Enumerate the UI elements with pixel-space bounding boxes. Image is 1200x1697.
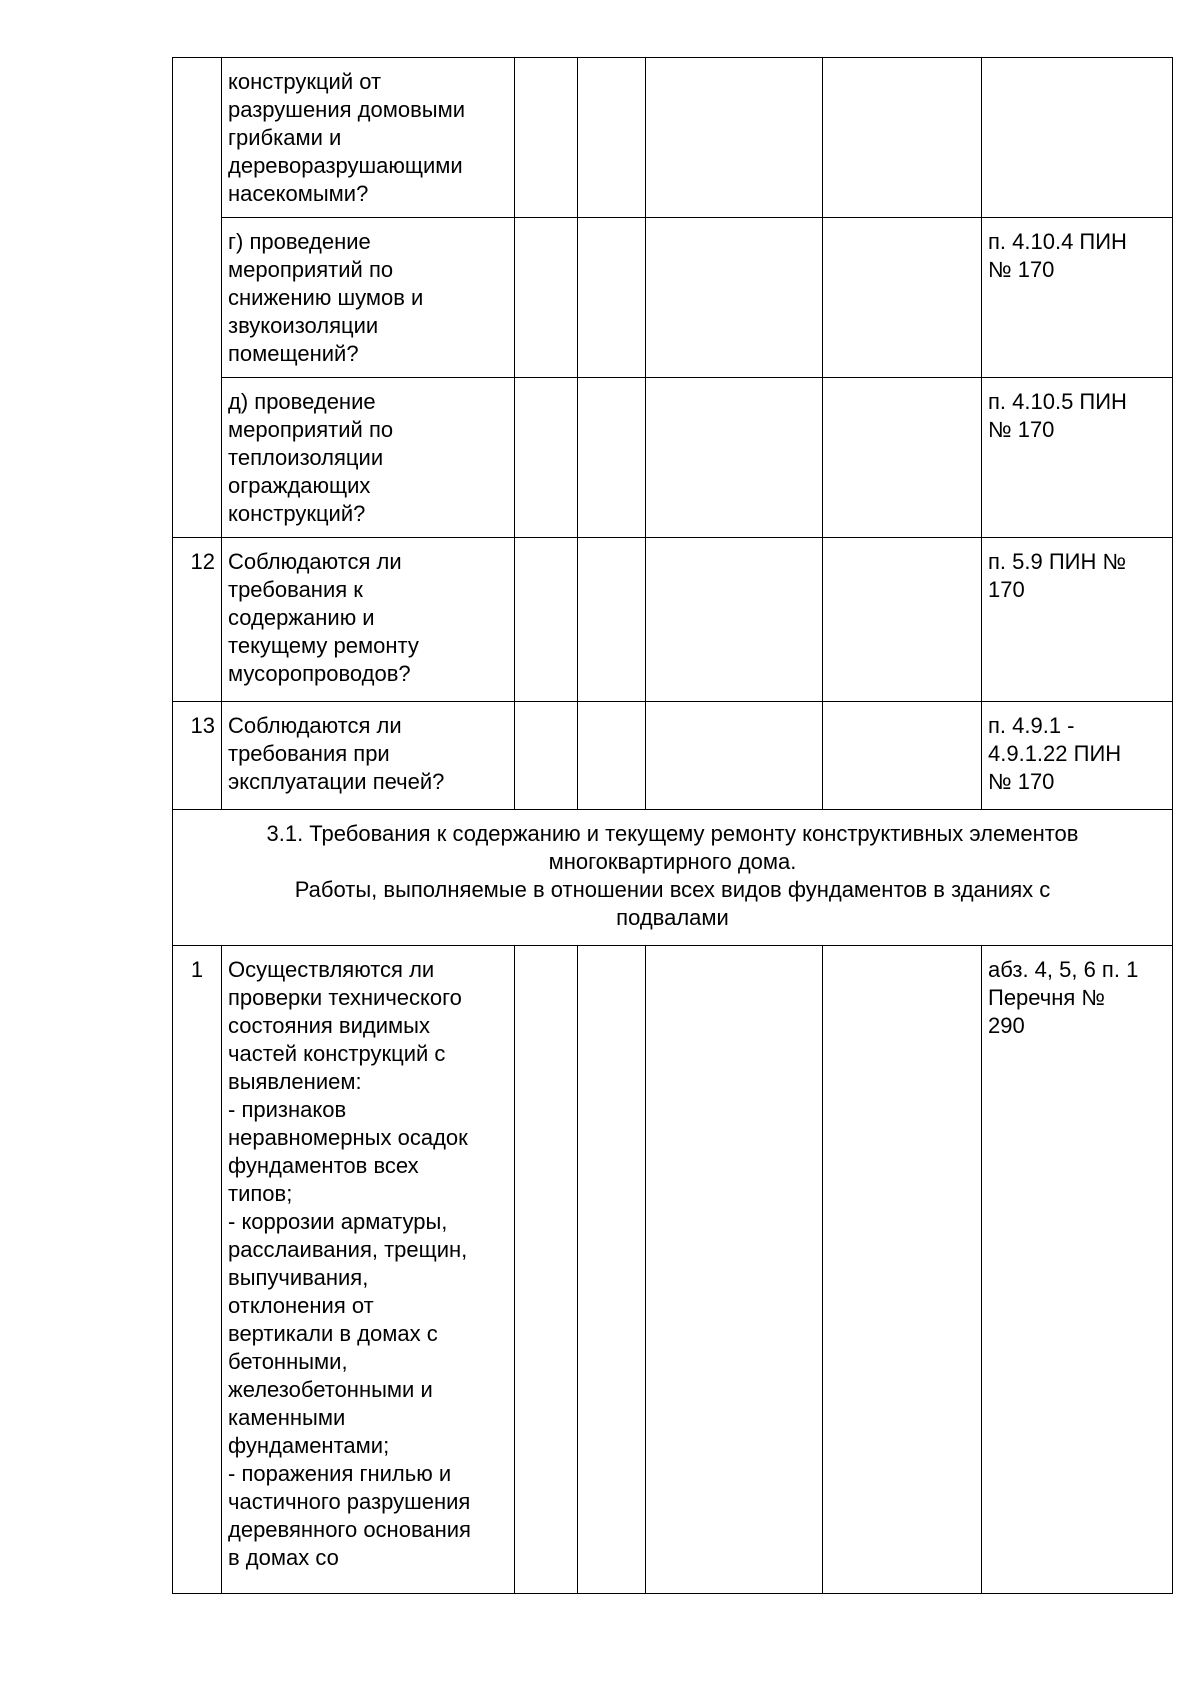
question-cell: Осуществляются ли проверки технического состояния видимых частей конструкций с выявлением: - признаков неравномерных осадок фундаментов всех типов; - коррозии арматуры, расслаивания, трещин, выпучивания, отклонения от вертикали в домах с бетонными, железобетонными и каменными фундаментами; - поражения гнилью и частичного разрушения деревянного основания в домах со bbox=[222, 946, 515, 1594]
answer-no-cell bbox=[578, 378, 646, 538]
answer-yes-cell bbox=[515, 58, 578, 218]
answer-yes-cell bbox=[515, 946, 578, 1594]
answer-no-cell bbox=[578, 218, 646, 378]
question-cell: Соблюдаются ли требования к содержанию и текущему ремонту мусоропроводов? bbox=[222, 538, 515, 702]
question-cell: д) проведение мероприятий по теплоизоляции ограждающих конструкций? bbox=[222, 378, 515, 538]
question-cell: Соблюдаются ли требования при эксплуатации печей? bbox=[222, 702, 515, 810]
table-row bbox=[173, 702, 1173, 810]
not-applicable-cell bbox=[646, 946, 823, 1594]
section-heading: 3.1. Требования к содержанию и текущему ремонту конструктивных элементов многоквартирного дома. Работы, выполняемые в отношении всех видов фундаментов в зданиях с подвалами bbox=[173, 810, 1173, 946]
checklist-table bbox=[172, 57, 1173, 1594]
table-row bbox=[173, 58, 1173, 218]
section-heading-row bbox=[173, 810, 1173, 946]
answer-no-cell bbox=[578, 702, 646, 810]
row-number-cell: 1 bbox=[173, 946, 222, 1594]
document-page bbox=[172, 57, 1172, 1594]
reference-cell: п. 4.10.4 ПИН № 170 bbox=[982, 218, 1173, 378]
answer-yes-cell bbox=[515, 218, 578, 378]
not-applicable-cell bbox=[646, 58, 823, 218]
table-row bbox=[173, 538, 1173, 702]
note-cell bbox=[823, 58, 982, 218]
reference-cell: п. 4.10.5 ПИН № 170 bbox=[982, 378, 1173, 538]
answer-no-cell bbox=[578, 538, 646, 702]
reference-cell: абз. 4, 5, 6 п. 1 Перечня № 290 bbox=[982, 946, 1173, 1594]
table-row bbox=[173, 218, 1173, 378]
table-row bbox=[173, 946, 1173, 1594]
question-cell: конструкций от разрушения домовыми грибками и дереворазрушающими насекомыми? bbox=[222, 58, 515, 218]
row-number-cell: 13 bbox=[173, 702, 222, 810]
table-row bbox=[173, 378, 1173, 538]
reference-cell: п. 4.9.1 - 4.9.1.22 ПИН № 170 bbox=[982, 702, 1173, 810]
row-number-cell bbox=[173, 58, 222, 538]
not-applicable-cell bbox=[646, 702, 823, 810]
not-applicable-cell bbox=[646, 538, 823, 702]
answer-no-cell bbox=[578, 58, 646, 218]
not-applicable-cell bbox=[646, 218, 823, 378]
note-cell bbox=[823, 946, 982, 1594]
row-number-cell: 12 bbox=[173, 538, 222, 702]
note-cell bbox=[823, 218, 982, 378]
note-cell bbox=[823, 378, 982, 538]
reference-cell bbox=[982, 58, 1173, 218]
reference-cell: п. 5.9 ПИН № 170 bbox=[982, 538, 1173, 702]
answer-no-cell bbox=[578, 946, 646, 1594]
answer-yes-cell bbox=[515, 538, 578, 702]
not-applicable-cell bbox=[646, 378, 823, 538]
question-cell: г) проведение мероприятий по снижению шумов и звукоизоляции помещений? bbox=[222, 218, 515, 378]
answer-yes-cell bbox=[515, 378, 578, 538]
note-cell bbox=[823, 538, 982, 702]
note-cell bbox=[823, 702, 982, 810]
answer-yes-cell bbox=[515, 702, 578, 810]
